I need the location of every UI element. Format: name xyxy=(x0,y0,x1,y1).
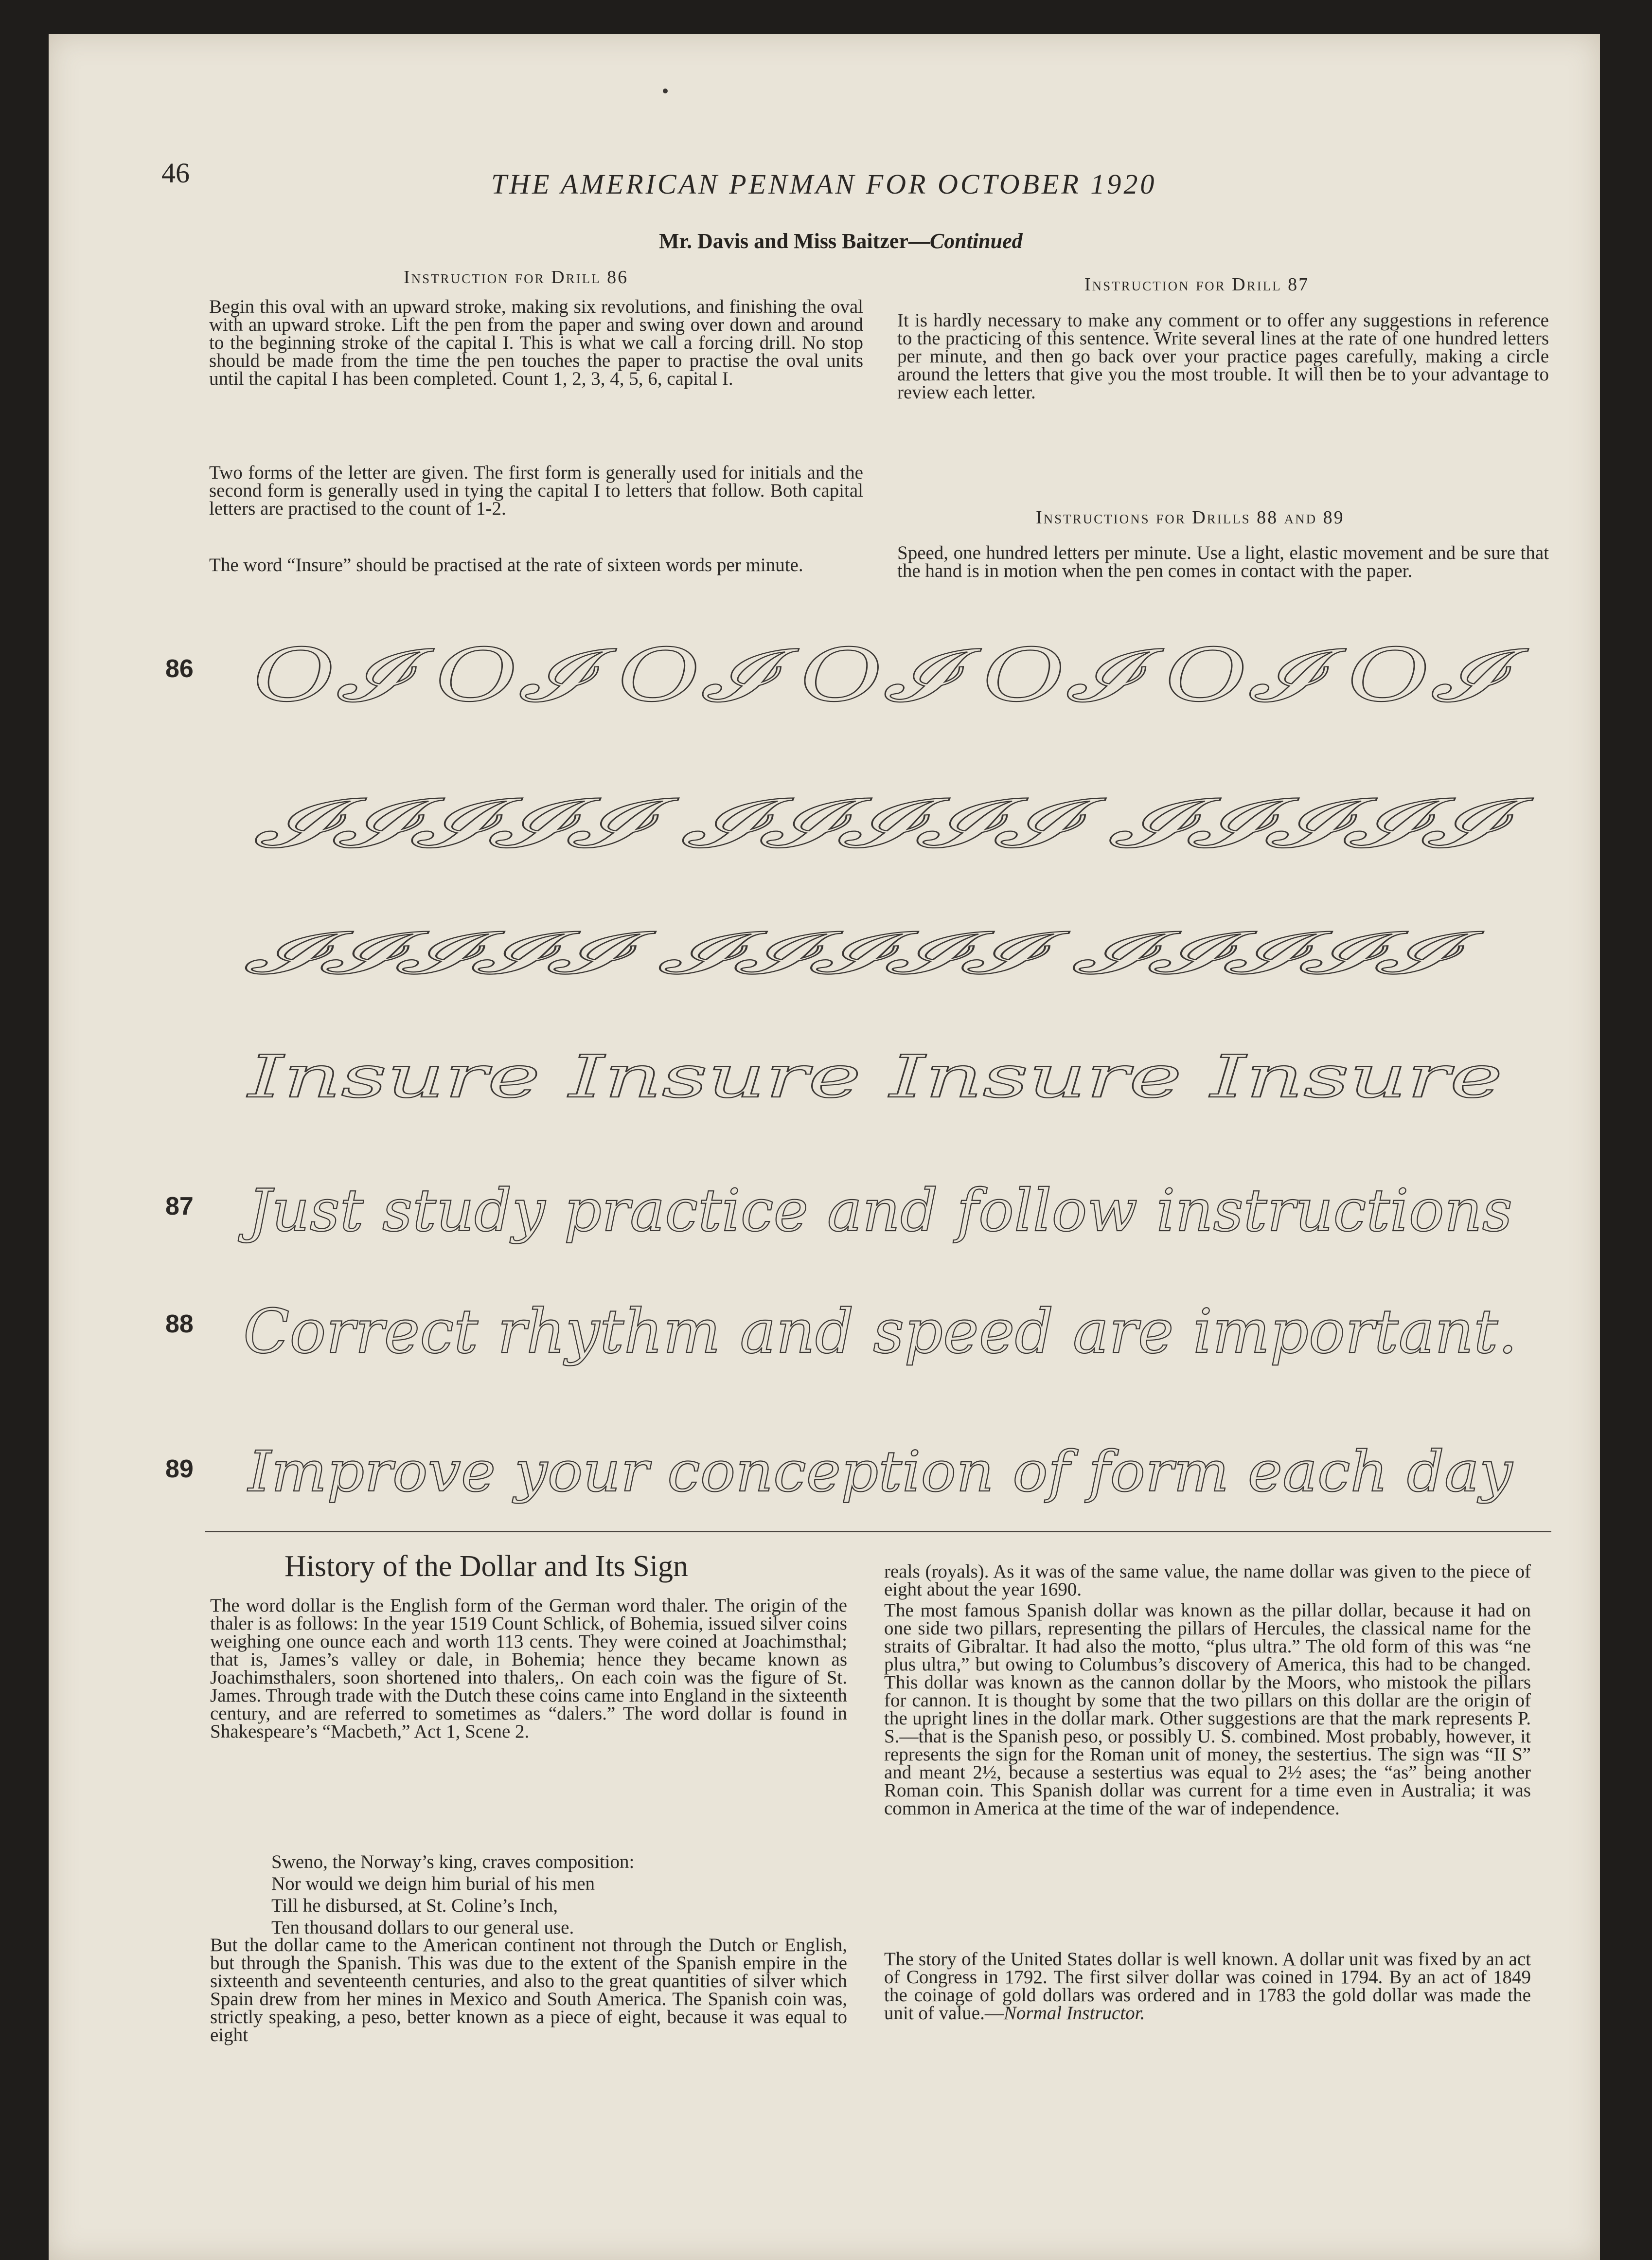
drill-86-paragraph: Two forms of the letter are given. The first form is generally used for initials and the second form is generally used in tying the capital I to letters that follow. Both capital letters are practised to the count of 1-2. xyxy=(209,462,863,519)
section-divider xyxy=(205,1531,1551,1532)
verse-line: Ten thousand dollars to our general use. xyxy=(271,1917,574,1938)
article-paragraph: The word dollar is the English form of the German word thaler. The origin of the thaler is as follows: In the year 1519 Count Schlick, of Bohemia, issued silver coins weighing one ounce each and worth 113 cents. They were coined at Joachimsthal; that is, James’s valley or dale, in Bohemia; hence they became known as Joachimsthalers, soon shortened into thalers,. On each coin was the figure of St. James. Through trade with the Dutch these coins came into England in the sixteenth century, and are referred to sometimes as “dalers.” The word dollar is found in Shakespeare’s “Macbeth,” Act 1, Scene 2. xyxy=(210,1595,847,1742)
drill-86-paragraph: Begin this oval with an upward stroke, making six revolutions, and finishing the oval with an upward stroke. Lift the pen from the paper and swing over down and around to the beginning stroke of the capital I. This is what we call a forcing drill. No stop should be made from the time the pen touches the paper to practise the oval units until the capital I has been completed. Count 1, 2, 3, 4, 5, 6, capital I. xyxy=(209,296,863,389)
article-paragraph: reals (royals). As it was of the same value, the name dollar was given to the piece of eight about the year 1690. xyxy=(884,1561,1531,1600)
continued-names: Mr. Davis and Miss Baitzer— xyxy=(659,229,930,253)
capital-i-line-1 xyxy=(243,778,1534,863)
drill-label-86: 86 xyxy=(165,655,194,683)
page-number: 46 xyxy=(161,157,190,189)
insure-line xyxy=(238,1041,1512,1119)
sentence-87-line xyxy=(238,1172,1522,1265)
article-paragraph-text: The story of the United States dollar is well known. A dollar unit was fixed by an act of Congress in 1792. The first silver dollar was coined in 1794. By an act of 1849 the coinage of gold dollars was ordered and in 1783 the gold dollar was made the unit of value.— xyxy=(884,1949,1531,2024)
sentence-88-text: Correct rhythm and speed are important. xyxy=(243,1296,1517,1367)
article-source: Normal Instructor. xyxy=(1003,2003,1145,2024)
capital-i-line-2 xyxy=(233,915,1484,987)
oval-drill-line xyxy=(243,632,1529,720)
drill-label-88: 88 xyxy=(165,1310,194,1338)
drill-87-paragraph: It is hardly necessary to make any comment or to offer any suggestions in reference to the practicing of this sentence. Write several lines at the rate of one hundred letters per minute, and then go back over your practice pages carefully, making a circle around the letters that give you the most trouble. It will then be to your advantage to review each letter. xyxy=(897,310,1549,403)
article-title: History of the Dollar and Its Sign xyxy=(284,1550,689,1583)
sentence-89-line xyxy=(238,1437,1522,1520)
drill-label-89: 89 xyxy=(165,1455,194,1483)
verse-line: Till he disbursed, at St. Coline’s Inch, xyxy=(271,1895,558,1916)
continued-heading xyxy=(659,229,1023,253)
sentence-88-line xyxy=(233,1289,1527,1386)
drill-label-87: 87 xyxy=(165,1192,194,1220)
article-paragraph: But the dollar came to the American continent not through the Dutch or English, but through the Spanish. This was due to the extent of the Spanish empire in the sixteenth and seventeenth centuries, and also to the great quantities of silver which Spain drew from her mines in Mexico and South America. The Spanish coin was, strictly speaking, a peso, better known as a piece of eight, because it was equal to eight xyxy=(210,1935,847,2045)
insure-text: Insure Insure Insure Insure xyxy=(246,1043,1503,1111)
drill-86-paragraph: The word “Insure” should be practised at the rate of sixteen words per minute. xyxy=(209,555,803,575)
running-title: THE AMERICAN PENMAN FOR OCTOBER 1920 xyxy=(491,168,1157,200)
sentence-89-text: Improve your conception of form each day xyxy=(247,1439,1514,1505)
ink-speck xyxy=(663,89,668,93)
capital-i-text-1: 𝓘𝓘𝓘𝓘𝓘 𝓘𝓘𝓘𝓘𝓘 𝓘𝓘𝓘𝓘𝓘 xyxy=(253,784,1534,863)
drills-88-89-paragraph: Speed, one hundred letters per minute. Use a light, elastic movement and be sure that the hand is in motion when the pen comes in contact with the paper. xyxy=(897,542,1549,581)
continued-word: Continued xyxy=(929,229,1023,253)
verse-line: Nor would we deign him burial of his men xyxy=(271,1873,595,1894)
sentence-87-text: Just study practice and follow instructions xyxy=(237,1177,1512,1245)
verse-line: Sweno, the Norway’s king, craves composition: xyxy=(271,1851,635,1872)
oval-drill-text: O𝓘 O𝓘 O𝓘 O𝓘 O𝓘 O𝓘 O𝓘 xyxy=(253,633,1529,718)
article-paragraph: The most famous Spanish dollar was known as the pillar dollar, because it had on one side two pillars, representing the pillars of Hercules, the classical name for the straits of Gibraltar. It had also the motto, “plus ultra.” The old form of this was “ne plus ultra,” but owing to Columbus’s discovery of America, this had to be changed. This dollar was known as the cannon dollar by the Moors, who mistook the pillars for cannon. It is thought by some that the two pillars on this dollar are the origin of the upright lines in the dollar mark. Other suggestions are that the mark represents P. S.—that is the Spanish peso, or possibly U. S. combined. Most probably, however, it represents the sign for the Roman unit of money, the sestertius. The sign was “II S” and meant 2½, because a sestertius was equal to 2½ ases; the “as” being another Roman coin. This Spanish dollar was current for a time even in Australia; it was common in America at the time of the war of independence. xyxy=(884,1600,1531,1819)
capital-i-text-2: 𝓘𝓘𝓘𝓘𝓘 𝓘𝓘𝓘𝓘𝓘 𝓘𝓘𝓘𝓘𝓘 xyxy=(243,919,1484,987)
drills-88-89-heading: Instructions for Drills 88 and 89 xyxy=(1036,507,1345,528)
article-paragraph xyxy=(884,1950,1531,2022)
drill-87-heading: Instruction for Drill 87 xyxy=(1084,274,1310,295)
drill-86-heading: Instruction for Drill 86 xyxy=(404,267,629,287)
